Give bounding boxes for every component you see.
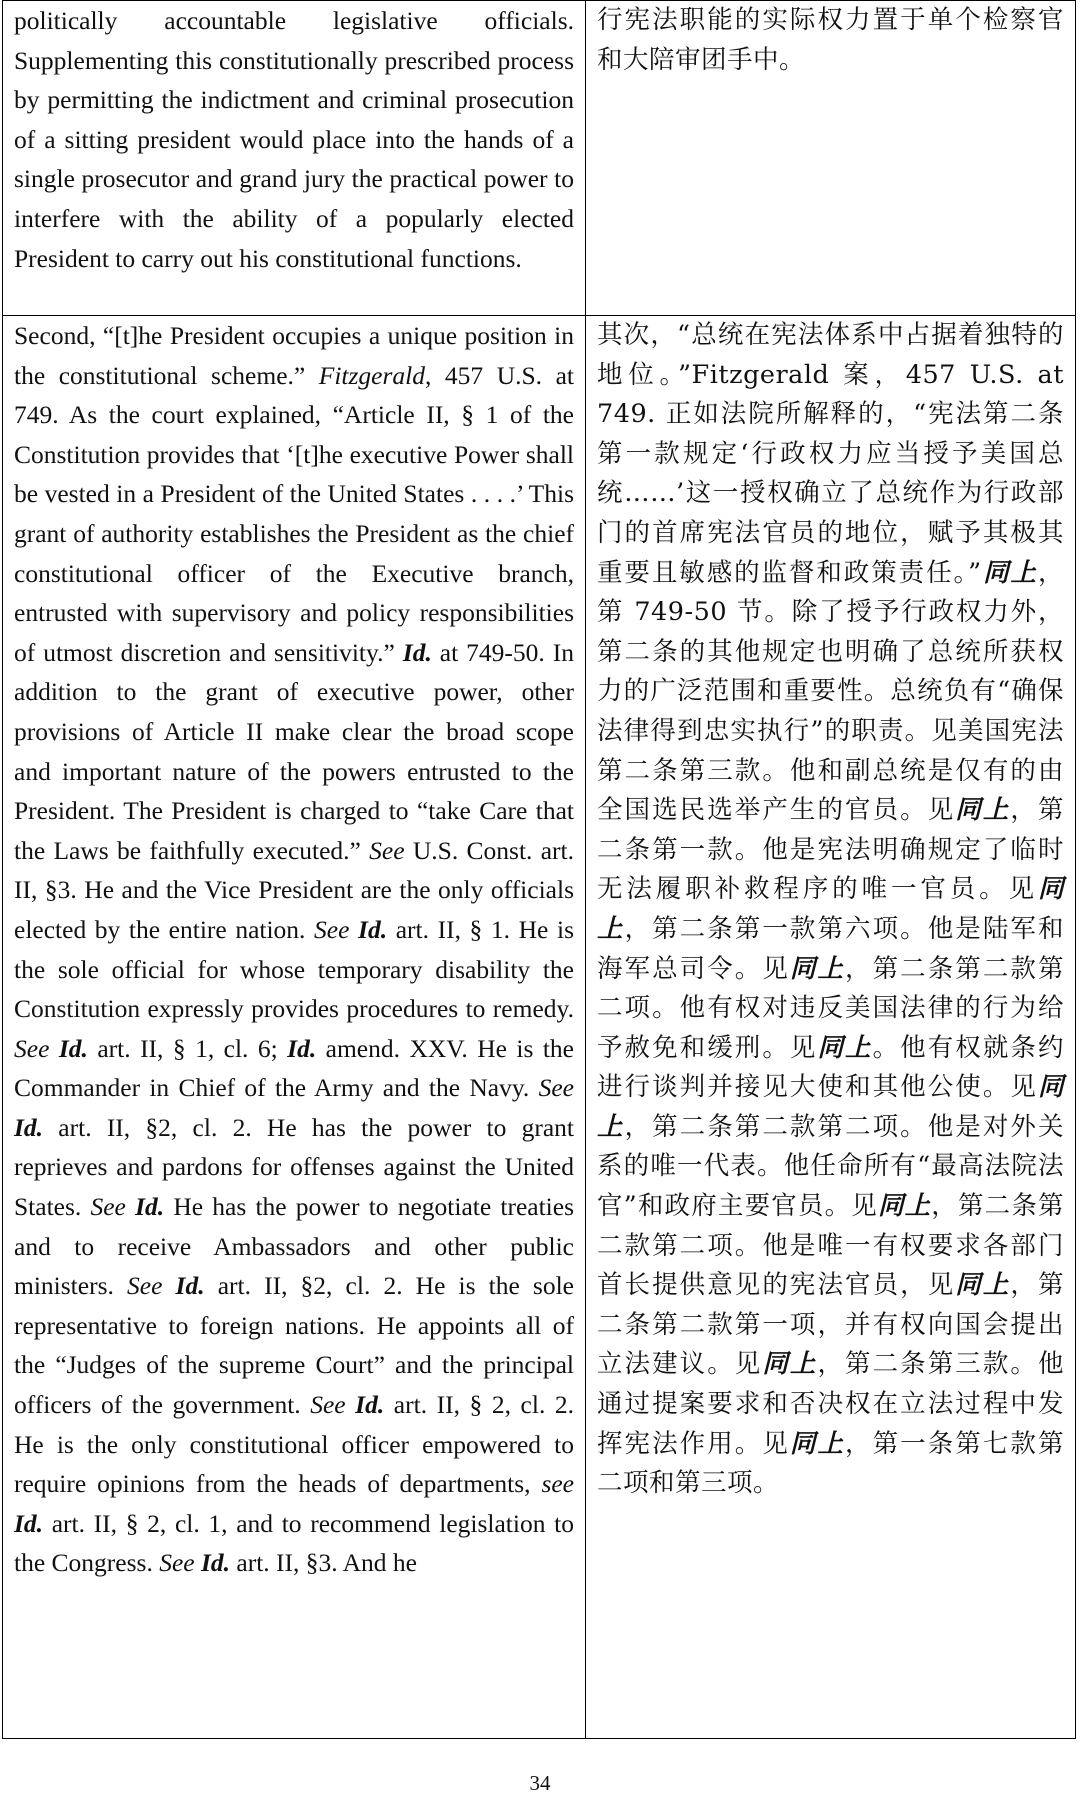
id-citation: 同上: [762, 1349, 818, 1380]
id-citation: Id.: [14, 1508, 44, 1538]
page-number: 34: [529, 1771, 551, 1795]
text-run: art. II, § 1. He is the sole official for whose temporary disability the Constitution expressly provides procedures to remedy.: [14, 914, 574, 1024]
id-citation: Id.: [14, 1112, 44, 1142]
english-cell: politically accountable legislative officials. Supplementing this constitutionally prescribed process by permitting the indictment and criminal prosecution of a sitting president would place into the hands of a single prosecutor and grand jury the practical power to interfere with the ability of a popularly elected President to carry out his constitutional functions.: [3, 1, 586, 316]
id-citation: 同上: [789, 953, 846, 984]
text-run: ，第二条第二款第二项。他是唯一有权要求各部门首长提供意见的宪法官员，见: [597, 1191, 1064, 1301]
text-run: ，第二条第一款。他是宪法明确规定了临时无法履职补救程序的唯一官员。见: [597, 795, 1064, 905]
italic-citation: See: [127, 1271, 163, 1301]
id-citation: Id.: [358, 914, 388, 944]
chinese-cell: 行宪法职能的实际权力置于单个检察官和大陪审团手中。: [586, 1, 1076, 316]
text-run: U.S. Const. art. II, §3. He and the Vice President are the only officials elected by the entire nation.: [14, 835, 574, 944]
bilingual-translation-table: [2, 0, 1076, 1739]
id-citation: 同上: [789, 1428, 846, 1459]
id-citation: Id.: [175, 1271, 205, 1301]
italic-citation: See: [369, 835, 405, 865]
text-run: [162, 1271, 175, 1300]
id-citation: 同上: [955, 795, 1011, 826]
text-run: at 749-50. In addition to the grant of executive power, other provisions of Article II make clear the broad scope and important nature of the powers entrusted to the President. The President is charged to “take Care that the Laws be faithfully executed.”: [14, 637, 574, 865]
text-run: art. II, §3. And he: [230, 1548, 417, 1578]
italic-citation: see: [541, 1469, 574, 1499]
text-run: Second, “[t]he President occupies a unique position in the constitutional scheme.”: [14, 321, 574, 390]
italic-citation: See: [314, 914, 350, 944]
id-citation: 同上: [955, 1270, 1011, 1301]
text-run: art. II, §2, cl. 2. He has the power to grant reprieves and pardons for offenses against the United States.: [14, 1112, 574, 1222]
id-citation: 同上: [597, 874, 1064, 944]
text-run: ，第二条第二款第一项，并有权向国会提出立法建议。见: [597, 1270, 1064, 1380]
id-citation: Id.: [200, 1548, 231, 1578]
id-citation: Id.: [402, 637, 432, 667]
table-row: [3, 1, 1076, 316]
text-run: art. II, § 2, cl. 1, and to recommend legislation to the Congress.: [14, 1508, 574, 1578]
text-run: [49, 1034, 58, 1063]
id-citation: 同上: [877, 1191, 932, 1222]
text-run: 其次，“总统在宪法体系中占据着独特的地位。”Fitzgerald 案，457 U.S. at 749. 正如法院所解释的，“宪法第二条第一款规定‘行政权力应当授予美国总统……’这一授权确立了总统作为行政部门的首席宪法官员的地位，赋予其极其重要且敏感的监督和政策责任。”: [597, 320, 1064, 588]
italic-citation: See: [538, 1073, 574, 1103]
italic-citation: See: [90, 1192, 126, 1222]
text-run: ，第二条第二款第二项。他是对外关系的唯一代表。他任命所有“最高法院法官”和政府主要官员。见: [597, 1111, 1064, 1222]
text-run: [349, 915, 358, 944]
id-citation: Id.: [355, 1390, 385, 1420]
chinese-cell: [586, 316, 1076, 1739]
id-citation: 同上: [817, 1032, 873, 1063]
text-run: 。他有权就条约进行谈判并接见大使和其他公使。见: [597, 1032, 1064, 1103]
text-run: ，第二条第二款第二项。他有权对违反美国法律的行为给予赦免和缓刑。见: [597, 953, 1064, 1063]
italic-citation: See: [159, 1548, 195, 1578]
text-run: art. II, §2, cl. 2. He is the sole representative to foreign nations. He appoints all of the “Judges of the supreme Court” and the principal officers of the government.: [14, 1271, 575, 1420]
table-row: [3, 316, 1076, 1739]
italic-citation: Fitzgerald: [318, 360, 425, 390]
text-run: ，第一条第七款第二项和第三项。: [597, 1428, 1064, 1499]
id-citation: Id.: [135, 1192, 165, 1222]
id-citation: Id.: [58, 1033, 88, 1063]
italic-citation: See: [310, 1390, 346, 1420]
id-citation: 同上: [597, 1072, 1064, 1142]
english-cell: [3, 316, 586, 1739]
text-run: art. II, § 1, cl. 6;: [87, 1033, 288, 1063]
text-run: amend. XXV. He is the Commander in Chief of the Army and the Navy.: [14, 1033, 575, 1103]
text-run: ，第 749-50 节。除了授予行政权力外，第二条的其他规定也明确了总统所获权力的广泛范围和重要性。总统负有“确保法律得到忠实执行”的职责。见美国宪法第二条第三款。他和副总统是仅有的由全国选民选举产生的官员。见: [597, 557, 1064, 826]
text-run: , 457 U.S. at 749. As the court explained, “Article II, § 1 of the Constitution provides that ‘[t]he executive Power shall be vested in a President of the United States . . . .’ This grant of authority establishes the President as the chief constitutional officer of the Executive branch, entrusted with supervisory and policy responsibilities of utmost discretion and sensitivity.”: [14, 360, 574, 667]
id-citation: Id.: [287, 1033, 317, 1063]
text-run: art. II, § 2, cl. 2. He is the only constitutional officer empowered to require opinions from the heads of departments,: [14, 1390, 574, 1499]
text-run: [346, 1390, 356, 1419]
italic-citation: See: [14, 1033, 50, 1063]
text-run: [126, 1192, 135, 1221]
id-citation: 同上: [981, 557, 1038, 588]
text-run: He has the power to negotiate treaties and to receive Ambassadors and other public ministers.: [14, 1192, 574, 1301]
text-run: ，第二条第一款第六项。他是陆军和海军总司令。见: [597, 913, 1064, 984]
text-run: ，第二条第三款。他通过提案要求和否决权在立法过程中发挥宪法作用。见: [597, 1349, 1064, 1459]
